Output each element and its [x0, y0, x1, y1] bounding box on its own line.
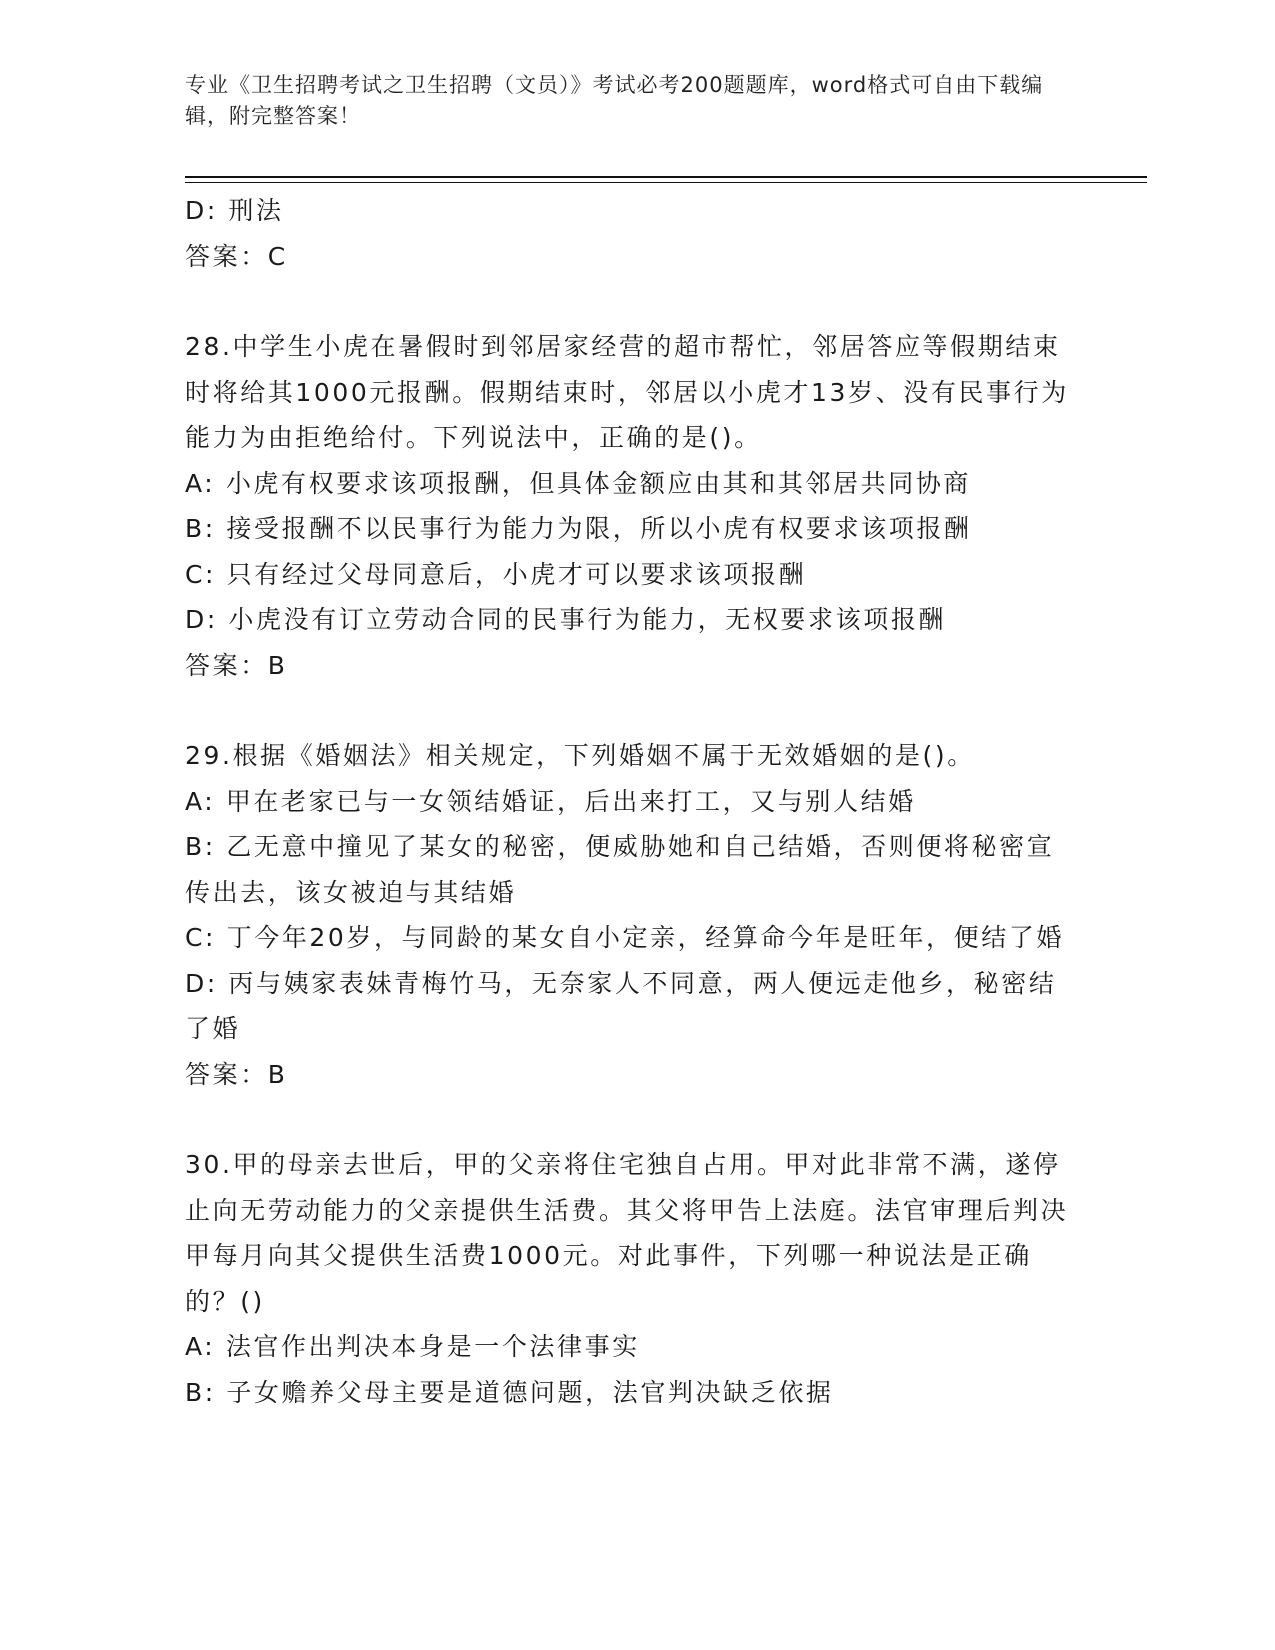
prev-option-d: D: 刑法	[185, 196, 284, 225]
question-29-option-a: A: 甲在老家已与一女领结婚证，后出来打工，又与别人结婚	[185, 786, 916, 816]
question-29-answer: 答案：B	[185, 1059, 288, 1089]
question-30-stem: 30.甲的母亲去世后，甲的父亲将住宅独自占用。甲对此非常不满，遂停止向无劳动能力的父亲提供生活费。其父将甲告上法庭。法官审理后判决甲每月向其父提供生活费1000元。对此事件，下列哪一种说法是正确的？()	[185, 1150, 1069, 1316]
question-29-option-b: B: 乙无意中撞见了某女的秘密，便威胁她和自己结婚，否则便将秘密宣传出去，该女被迫与其结婚	[185, 832, 1055, 907]
question-28-option-c: C: 只有经过父母同意后，小虎才可以要求该项报酬	[185, 559, 807, 589]
spacer	[185, 1097, 1075, 1142]
spacer	[185, 279, 1075, 324]
question-28-option-d: D: 小虎没有订立劳动合同的民事行为能力，无权要求该项报酬	[185, 605, 947, 634]
document-body	[185, 188, 1075, 1415]
question-28-answer: 答案：B	[185, 650, 288, 680]
prev-answer: 答案：C	[185, 241, 288, 271]
question-30-option-a: A: 法官作出判决本身是一个法律事实	[185, 1332, 640, 1361]
question-29-option-c: C: 丁今年20岁，与同龄的某女自小定亲，经算命今年是旺年，便结了婚	[185, 923, 1065, 952]
spacer	[185, 688, 1075, 733]
page-header: 专业《卫生招聘考试之卫生招聘（文员）》考试必考200题题库，word格式可自由下载编辑，附完整答案！	[185, 73, 1044, 128]
header-rule-thick	[185, 176, 1147, 178]
header-rule-thin	[185, 182, 1147, 183]
question-29-stem: 29.根据《婚姻法》相关规定，下列婚姻不属于无效婚姻的是()。	[185, 741, 975, 770]
question-28-option-b: B: 接受报酬不以民事行为能力为限，所以小虎有权要求该项报酬	[185, 514, 972, 543]
question-28-option-a: A: 小虎有权要求该项报酬，但具体金额应由其和其邻居共同协商	[185, 468, 972, 498]
question-28-stem: 28.中学生小虎在暑假时到邻居家经营的超市帮忙，邻居答应等假期结束时将给其1000元报酬。假期结束时，邻居以小虎才13岁、没有民事行为能力为由拒绝给付。下列说法中，正确的是()。	[185, 332, 1069, 452]
question-29-option-d: D: 丙与姨家表妹青梅竹马，无奈家人不同意，两人便远走他乡，秘密结了婚	[185, 968, 1057, 1043]
question-30-option-b: B: 子女赡养父母主要是道德问题，法官判决缺乏依据	[185, 1377, 834, 1407]
